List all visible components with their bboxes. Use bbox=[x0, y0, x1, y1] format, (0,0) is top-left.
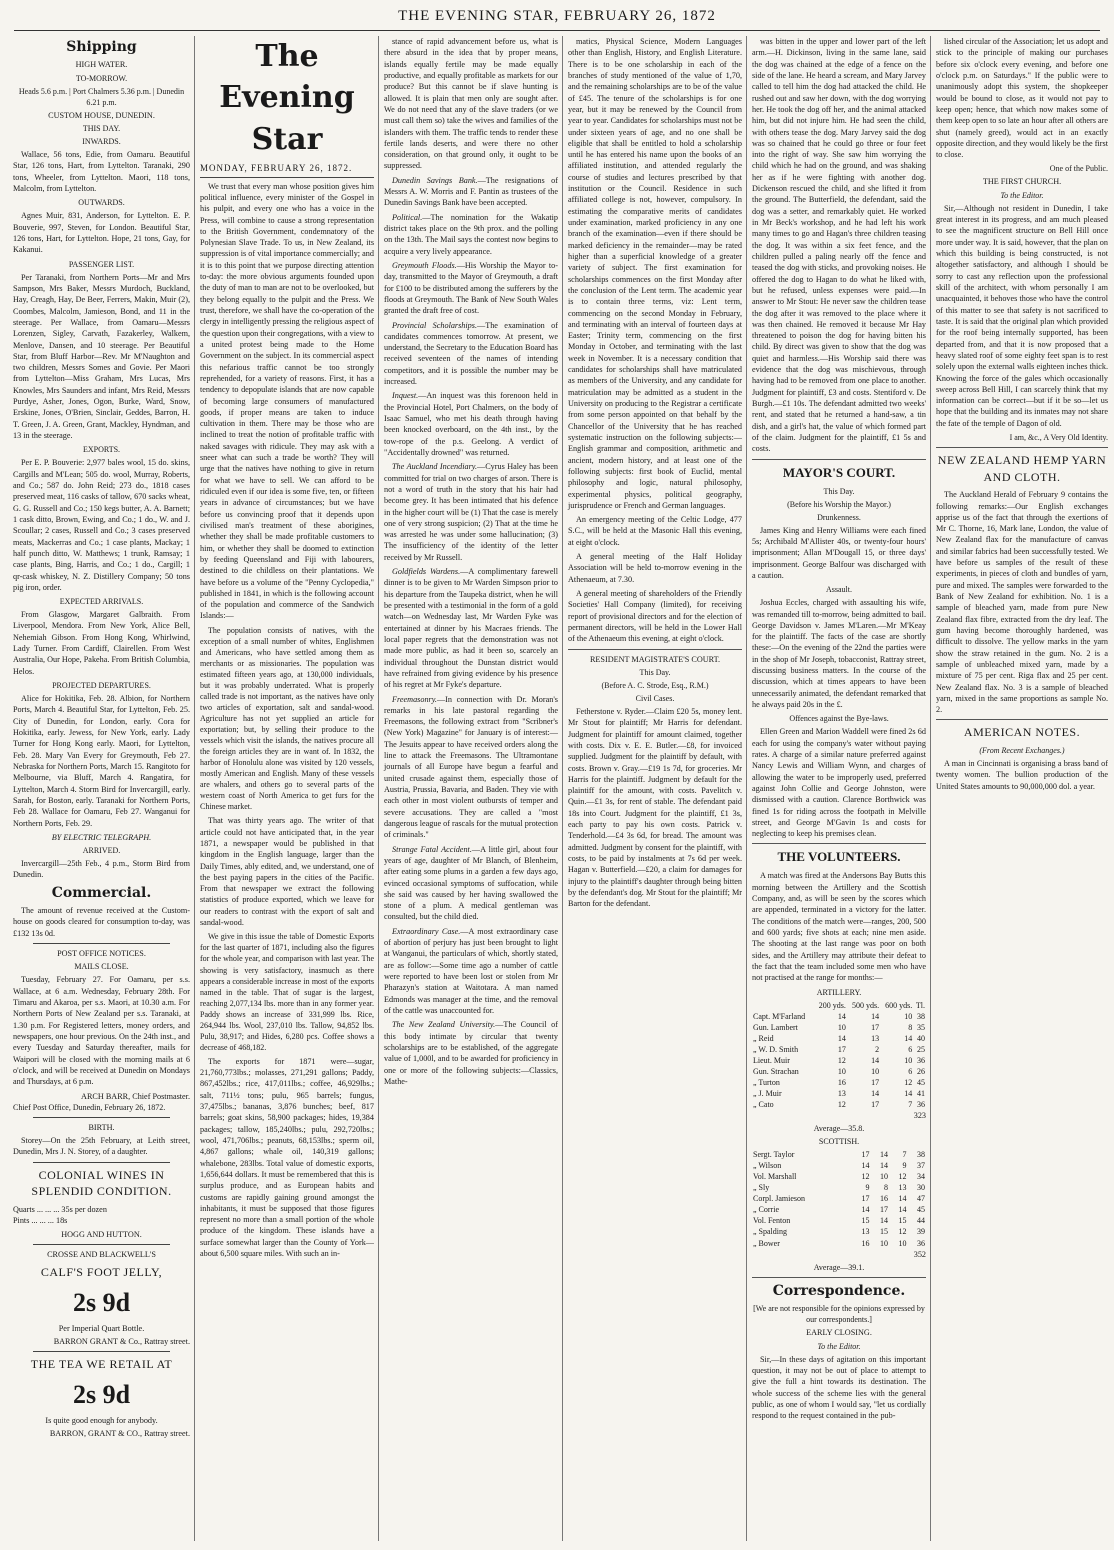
score-row bbox=[752, 1171, 926, 1182]
score-row bbox=[752, 1033, 926, 1044]
score-value: 30 bbox=[917, 1183, 925, 1193]
correspondence-heading: Correspondence. bbox=[772, 1282, 906, 1299]
post-signature: ARCH BARR, Chief Postmaster. bbox=[81, 1091, 190, 1101]
score-value: 13 bbox=[861, 1227, 870, 1237]
item-text: A complimentary farewell dinner is to be given to Mr Warden Simpson prior to his departure from the Taupeka district, when he will be presented with a testimonial in the form of a gold watch—on Wednesday last, Mr Warden Fyke was entertained at dinner by his Macraes friends. The local paper regrets that the demonstration was not made more public, as had it been so, scarcely an individual throughout the Dunstan district would have refrained from giving evidence by his presence of his regret at Mr Fyke's departure. bbox=[384, 567, 559, 690]
score-value: 2 bbox=[875, 1044, 880, 1054]
mayor-court-day: This Day. bbox=[823, 486, 855, 496]
score-value: 36 bbox=[917, 1238, 925, 1248]
score-row bbox=[752, 1238, 926, 1249]
score-name: „ Corrie bbox=[753, 1205, 779, 1215]
tea-seller: BARRON, GRANT & CO., Rattray street. bbox=[49, 1428, 190, 1438]
item-text: The examination of candidates commences tomorrow. At present, we understand, the Secretary to the Education Board has received seventeen of the names of intending competitors, and it is possible the number may be increased. bbox=[384, 320, 558, 387]
score-value: 6 bbox=[908, 1066, 913, 1076]
score-name: Capt. M'Farland bbox=[753, 1011, 806, 1021]
score-value: 10 bbox=[904, 1055, 913, 1065]
score-value: 14 bbox=[837, 1033, 846, 1043]
divider bbox=[936, 447, 1108, 448]
score-value: 17 bbox=[871, 1077, 880, 1087]
artillery-scores-table bbox=[752, 1000, 926, 1110]
score-name: „ J. Muir bbox=[753, 1088, 782, 1098]
column-divider bbox=[562, 36, 563, 1541]
score-value: 34 bbox=[917, 1172, 925, 1182]
leader-quote: We give in this issue the table of Domestic Exports for the last quarter of 1871, including also the figures for the whole year, and comparison with last year. The showing is very satisfactory, inasmuch as there appears a considerable increase in most of the exports named in the table. That of sugar is the largest, reaching 2,077,134 lbs. more than in any former year. Paddy shows an increase of 331,999 lbs. Rice, 264,944 lbs. Wool, 237,010 lbs. Tallow, 94,852 lbs. Pulu, 38,917; and Hides, 6,280 pcs. Coffee shows a decrease of 468,182. bbox=[200, 932, 374, 1052]
expected-text: From Glasgow, Margaret Galbraith. From Liverpool, Mendora. From New York, Alice Bell, Nehemiah Gibson. From Hong Kong, Whirlwind, Lady Turner. From Cardiff, Clairellen. From West Australia, Our Hope, Pakeha. From British Columbia, Helos. bbox=[13, 610, 190, 676]
early-closing-text: Sir,—In these days of agitation on this important question, it may not be out of place to attempt to give the full a hint towards its destination. The whole success of the scheme lies with the general public, as one of whom I would say, "let us cordially respond to the request contained in the pub- bbox=[752, 1354, 926, 1421]
score-value: 17 bbox=[861, 1194, 870, 1204]
jelly-ad-title: CALF'S FOOT JELLY, bbox=[40, 1265, 163, 1280]
score-value: 15 bbox=[861, 1216, 870, 1226]
score-value: 10 bbox=[898, 1238, 907, 1248]
customs-heading: CUSTOM HOUSE, DUNEDIN. bbox=[48, 110, 155, 120]
score-name: „ Cato bbox=[753, 1099, 774, 1109]
wines-seller: HOGG AND HUTTON. bbox=[61, 1229, 142, 1239]
high-water-heading: HIGH WATER. bbox=[75, 60, 128, 70]
to-editor-label: To the Editor. bbox=[817, 1341, 861, 1351]
item-heading: Dunedin Savings Bank. bbox=[392, 175, 478, 185]
drunkenness-text: James King and Henry Williams were each fined 5s; Archibald M'Allister 40s, or twenty-four hours' imprisonment; Allan M'Dougall 15, or three days' imprisonment. George Balfour was discharged with a caution. bbox=[752, 525, 926, 580]
jelly-per-bottle: Per Imperial Quart Bottle. bbox=[58, 1323, 145, 1333]
page-header: THE EVENING STAR, FEBRUARY 26, 1872 bbox=[398, 8, 716, 24]
score-row bbox=[752, 1182, 926, 1193]
score-name: „ Bower bbox=[753, 1238, 780, 1248]
score-name: „ Turton bbox=[753, 1077, 780, 1087]
score-value: 38 bbox=[917, 1150, 925, 1160]
item-text: The Council of this body intimate by circular that twenty scholarships are to be established, of the aggregate value of 1,000l, and to be awarded for proficiency in one or more of the following subjects:—Classics, Mathe- bbox=[384, 1020, 559, 1086]
score-value: 14 bbox=[837, 1011, 846, 1021]
divider bbox=[936, 719, 1108, 720]
score-row bbox=[752, 1055, 926, 1066]
first-church-text: Sir,—Although not resident in Dunedin, I take great interest in its progress, and am much pleased to see the magnificent structure on Bell Hill once more under way. It is said, however, that the plan on which this building is being constructed, is not altogether satisfactory, and although I should be sorry to cast any reflection upon the professional skill of the architect, with whom personally I am unacquainted, it behoves those who have the control of this matter to see that safety is not sacrificed to taste. It is said that the original plan which provided for the roof being internally supported, has been departed from, and that it is now proposed that a heavy slated roof of some eighty feet span is to rest solely upon the external walls eighteen inches thick. Knowing the force of the gales which occasionally sweep across Bell Hill, I can scarcely think that my information can be correct—but if it be so—let us hope that the building and its inmates may not share the fate of the temple of Dagon of old. bbox=[936, 203, 1108, 428]
leader-paragraph: The exports for 1871 were—sugar, 21,760,773lbs.; molasses, 271,291 gallons; Paddy, 867,452lbs.; rice, 417,011lbs.; coffee, 46,929lbs.; salt, 711½ tons; pulu, 965 barrels; fungus, 37,475lbs.; bananas, 3,876 bunches; beef, 817 barrels; goat skins, 58,900 packages; hides, 19,384 packages; tallow, 185,240lbs.; pulu, 292,720lbs.; wool, 471,706lbs.; peanuts, 68,153lbs.; sperm oil, 4,867 gallons; whale oil, 140,319 gallons; whalebone, 283lbs. Total value of domestic exports, 1,656,644 dollars. It must be remembered that this is surplus produce, and as European habits and customs are rapidly gaining ground amongst the inhabitants, it must be supposed that those figures represent no more than a small portion of the whole produce of the kingdom. These islands have a surface somewhat larger than the County of York—about 6,500 square miles. With such an in- bbox=[200, 1056, 374, 1259]
score-value: 25 bbox=[917, 1044, 925, 1054]
divider bbox=[752, 843, 926, 844]
leader-quote: The population consists of natives, with the exception of a small number of whites, Englishmen and Americans, who have settled among them as merchants or as missionaries. The population was estimated fifteen years ago, at 130,000 individuals, but it was probably underrated. What is properly called trade is not important, as the natives have only two articles of exportation, salt and sandal-wood. Agriculture has not yet supplied an article for exportation; but, by selling their produce to the vessels which visit the islands, the natives procure all the foreign articles they are in want of. In 1832, the harbor of Honolulu alone was visited by 120 vessels, mostly American and English. Many of these vessels are whalers, and others go to several parts of the western coast of North America to get furs for the Chinese market. bbox=[200, 625, 374, 812]
score-row bbox=[752, 1204, 926, 1215]
item-text: Cyrus Haley has been committed for trial on two charges of arson. There is not a word of truth in the story that his hair had become grey. It has been intimated that his defence in the higher court will be (1) That the case is merely one of very strong suspicion; (2) That at the time he was arrested he was under some hallucination; (3) The insufficiency of the identity of the letter received by Mr Russell. bbox=[384, 462, 558, 562]
mails-heading: MAILS CLOSE. bbox=[74, 962, 129, 972]
notice-text: An emergency meeting of the Celtic Lodge, 477 S.C., will be held at the Masonic Hall this evening, at eight o'clock. bbox=[568, 515, 742, 547]
divider bbox=[33, 1162, 170, 1163]
divider bbox=[33, 1117, 170, 1118]
item-text: In connection with Dr. Moran's remarks in his late pastoral regarding the Freemasons, the following extract from "Scribner's (New York) Magazine" for January is of interest:—The Jesuits appear to have received orders along the line to attack the Freemasons. The Ultramontane journals of all Europe have begun a fearful and united crusade against them, especially those of Austria, Prussia, Bavaria, and Baden. They vie with each other in most violent outbursts of temper and severe accusations. They are called a "most dangerous league of rascals for the mutual protection of criminals." bbox=[384, 694, 558, 840]
item-heading: Greymouth Floods. bbox=[392, 260, 457, 270]
score-value: 12 bbox=[898, 1172, 907, 1182]
early-closing-heading: EARLY CLOSING. bbox=[806, 1328, 872, 1338]
jelly-price: 2s 9d bbox=[72, 1287, 131, 1317]
score-header-row bbox=[752, 1000, 926, 1011]
item-text: The nomination for the Wakatip district takes place on the 9th prox. and the polling on the 13th. The Mail says the contest now begins to acquire a very lively appearance. bbox=[384, 212, 558, 256]
exports-heading: EXPORTS. bbox=[82, 445, 121, 455]
correspondence-note: [We are not responsible for the opinions expressed by our correspondents.] bbox=[753, 1304, 925, 1325]
tomorrow-label: TO-MORROW. bbox=[75, 73, 128, 83]
item-text: The resignations of Messrs A. W. Morris and F. Pantin as trustees of the Dunedin Savings Bank have been accepted. bbox=[384, 175, 558, 208]
scottish-scores-table bbox=[752, 1149, 926, 1248]
column-1 bbox=[10, 36, 193, 1541]
score-name bbox=[752, 1000, 814, 1011]
projected-heading: PROJECTED DEPARTURES. bbox=[52, 681, 151, 691]
score-name: Gun. Strachan bbox=[753, 1066, 799, 1076]
score-name: „ Wilson bbox=[753, 1161, 782, 1171]
edition-date: MONDAY, FEBRUARY 26, 1872. bbox=[200, 162, 374, 177]
hemp-heading: NEW ZEALAND HEMP YARN AND CLOTH. bbox=[937, 453, 1107, 484]
score-value: Tl. bbox=[915, 1000, 925, 1010]
column-divider bbox=[378, 36, 379, 1541]
masthead: The Evening Star bbox=[219, 39, 355, 157]
score-value: 14 bbox=[861, 1205, 870, 1215]
wines-pints: Pints ... ... ... 18s bbox=[13, 1216, 68, 1226]
item-heading: The Auckland Incendiary. bbox=[392, 462, 477, 472]
score-row bbox=[752, 1099, 926, 1110]
item-heading: Strange Fatal Accident. bbox=[392, 844, 472, 854]
score-value: 36 bbox=[917, 1099, 925, 1109]
shipping-heading: Shipping bbox=[66, 39, 137, 55]
score-value: 41 bbox=[917, 1088, 925, 1098]
court-continued: was bitten in the upper and lower part of the left arm.—H. Dickinson, living in the same lane, said the dog was chained at the edge of a fence on the side of the lane. He heard a scream, and Mary Jarvey called to tell him the dog had attacked the child. He rushed out and saw her down, with the dog worrying her. He took the dog off her, and the animal attacked him, but did not injure him. He had seen the child, with others tease the dog. Mary Jarvey said the dog was so chained that he could go three or four feet into the right of way. She saw him worrying the child which he had on the ground, and was shaking her as if he were fighting with another dog. Dickenson rescued the child, and she lifted it from the ground. The Butterfield, the defendant, said the dog was a setter, and remarkably quiet. He worked in Mr Beck's workshop, and he had left his work many times to go and Hagan's three children teasing the dog. It was within a six feet fence, and the children pulled a paling nearly off the fence and teased the dog with sticks, and provoking noises. He offered the dog to Hagan to do what he liked with, but he refused, unless expenses were paid.—In answer to Mr Stout: He never saw the children tease the dog after it was removed to the place where it was then chained. He removed it because Mr Hay threatened to poison the dog for having bitten his child. By direct was given to show that the dog was quiet and harmless.—His Worship said there was evidence that the dog was mischievous, through having had to be removed from one place to another. Judgment for plaintiff, £3 and costs. Stentiford v. De Burgh.—£1 10s. The defendant admitted two weeks' rent, and stated that he returned a hand-saw, a tin dish, and a girl's hat, the value of which formed part of the claim. Judgment for the plaintiff, £1 5s and costs. bbox=[752, 37, 926, 454]
artillery-average: Average—35.8. bbox=[813, 1124, 865, 1134]
score-value: 14 bbox=[871, 1055, 880, 1065]
court-day: This Day. bbox=[639, 667, 671, 677]
score-value: 10 bbox=[879, 1238, 888, 1248]
first-church-heading: THE FIRST CHURCH. bbox=[982, 177, 1062, 187]
tide-times: Heads 5.6 p.m. | Port Chalmers 5.36 p.m. | Dunedin 6.21 p.m. bbox=[18, 86, 185, 107]
column-3: stance of rapid advancement before us, what is there absurd in the idea that by proper means, islands equally fertile may be made equally productive, and equally profitable as markets for our produce? But this cannot be if slave hunting is allowed. It is plain that men only are sought after. We do not need that any of the slave traders (or we must call them so) take the wives and families of the islanders with them. The traffic tends to render these fertile lands deserts, and were there no other consideration, on that ground only, it ought to be suppressed. Dunedin Savings Bank.—The resignations of Messrs A. W. Morris and F. Pantin as trustees of the Dunedin Savings Bank have been accepted. Political.—The nomination for the Wakatip district takes place on the 9th prox. and the polling on the 13th. The Mail says the contest now begins to acquire a very lively appearance. Greymouth Floods.—His Worship the Mayor to-day, transmitted to the Mayor of Greymouth, a draft for £100 to be distributed among the sufferers by the floods at Greymouth. The Bank of New South Wales granted the draft free of cost. Provincial Scholarships.—The examination of candidates commences tomorrow. At present, we understand, the Secretary to the Education Board has received seventeen of the names of intending competitors, and it is possible the number may be increased. Inquest.—An inquest was this forenoon held in the Provincial Hotel, Port Chalmers, on the body of Isaac Samuel, who met his death through having been knocked overboard, on the 4th inst., by the tow-rope of the p.s. Geelong. A verdict of "Accidentally drowned" was returned. The Auckland Incendiary.—Cyrus Haley has been committed for trial on two charges of arson. There is not a word of truth in the story that his hair had become grey. It has been intimated that his defence in the higher court will be (1) That the case is merely one of very strong suspicion; (2) That at the time he was arrested he was under some hallucination; (3) The insufficiency of the identity of the letter received by Mr Russell. Goldfields Wardens.—A complimentary farewell dinner is to be given to Mr Warden Simpson prior to his departure from the Taupeka district, when he will be presented with a testimonial in the form of a gold watch—on Wednesday last, Mr Warden Fyke was entertained at dinner by his Macraes friends. The local paper regrets that the demonstration was not made more public, as had it been so, scarcely an individual throughout the Dunstan district would have refrained from giving evidence by his presence of his regret at Mr Fyke's departure. Freemasonry.—In connection with Dr. Moran's remarks in his late pastoral regarding the Freemasons, the following extract from "Scribner's (New York) Magazine" for January is of interest:—The Jesuits appear to have received orders along the line to attack the Freemasons. The Ultramontane journals of all Europe have begun a fearful and united crusade against them, especially those of Austria, Prussia, Bavaria, and Baden. They vie with each other in most violent outbursts of temper and severe accusations. They are called a "most dangerous league of rascals for the mutual protection of criminals." Strange Fatal Accident.—A little girl, about four years of age, daughter of Mr Blanch, of Blenheim, after eating some plums in a garden a few days ago, evinced occasional symptoms of suffocation, while she said was caused by her having swallowed the stone of a plum. A medical gentleman was consulted, but the child died. Extraordinary Case.—A most extraordinary case of abortion of perjury has just been brought to light at Wanganui, the particulars of which, shortly stated, are as follow:—Some time ago a number of cattle were reported to have been lost or stolen from Mr Pharazyn's station at Waitotara. A man named Edmonds was manager at the time, and the removal of the cattle was unaccounted for. The New Zealand University.—The Council of this body intimate by circular that twenty scholarships are to be established, of the aggregate value of 1,000l, and to be awarded for proficiency in one or more of the following subjects:—Classics, Mathe- bbox=[384, 37, 559, 1086]
item-heading: Goldfields Wardens. bbox=[392, 567, 461, 577]
score-value: 38 bbox=[917, 1011, 925, 1021]
score-value: 10 bbox=[904, 1011, 913, 1021]
civil-cases-heading: Civil Cases. bbox=[635, 693, 675, 703]
birth-heading: BIRTH. bbox=[88, 1122, 115, 1132]
leader-paragraph: We trust that every man whose position gives him political influence, every minister of the Gospel in his pulpit, and every one who has a voice in the Press, will combine to cause a strong representation to the British Government, condemnatory of the Polynesian Slave Trade. To us, in New Zealand, its suppression is of vital importance commercially; and it is to this point that we purpose directing attention to-day: the more obvious arguments founded upon the duty of man to man are not to be overlooked, but they belong equally to the pulpit and the Press. We trust, therefore, we shall have the co-operation of the clergy in intelligently pressing the religious aspect of the question upon their congregations, with a view to a united protest being made to the Home Government on the subject. In its commercial aspect this nefarious traffic cannot be too strongly reprehended, for a variety of reasons. First, it has a tendency to depopulate islands that are now capable of becoming large consumers of manufactured goods, if proper means are taken to induce cultivation in them. There may be those who are inclined to treat the notion of profitable traffic with naked savages with ridicule. They may ask with a sneer what can such a trade be worth? They will urge that the natives have nothing to give in return for what we have to sell. We can afford to be ridiculed even if our idea is some five, ten, or fifteen years in advance of circumstances; but we have before us convincing proof that it depends upon civilised man's treatment of these aborigines, whether they shall be made profitable customers to him, or whether they shall be doomed to extinction by feeding Queensland and Fiji with labourers, destined to die childless on their plantations. We have before us a volume of the "Penny Cyclopedia," published in 1841, in which is the following account of the population and commerce of the Sandwich Islands:— bbox=[200, 181, 374, 621]
jelly-seller: BARRON GRANT & Co., Rattray street. bbox=[53, 1336, 190, 1346]
notice-text: A general meeting of shareholders of the Friendly Societies' Hall Company (limited), for receiving report of provisional directors and for the election of permanent directors, will be held in the Lower Hall of the Athenaeum this evening, at eight o'clock. bbox=[568, 589, 742, 644]
tea-ad-title: THE TEA WE RETAIL AT bbox=[30, 1357, 173, 1372]
score-row bbox=[752, 1011, 926, 1022]
score-value: 17 bbox=[861, 1150, 870, 1160]
score-row bbox=[752, 1193, 926, 1204]
commercial-heading: Commercial. bbox=[51, 884, 152, 901]
score-value: 14 bbox=[898, 1194, 907, 1204]
score-row bbox=[752, 1088, 926, 1099]
assault-heading: Assault. bbox=[826, 585, 852, 595]
letter-continued: lished circular of the Association; let us adopt and stick to the principle of making our purchases before six o'clock every evening, and before one o'clock p.m. on Saturdays." If the public were to unanimously adopt this system, the shopkeeper would be bound to close, as it would not pay to keep open; hence, that which now makes some of them keep open to so late an hour after all others are shut (namely greed), would act in an exactly opposite direction, and they would likely be the first to close. bbox=[936, 37, 1108, 160]
item-heading: Extraordinary Case. bbox=[392, 926, 461, 936]
score-value: 12 bbox=[837, 1099, 846, 1109]
mayor-court-heading: MAYOR'S COURT. bbox=[782, 464, 896, 480]
column-6 bbox=[933, 36, 1111, 1541]
passenger-heading: PASSENGER LIST. bbox=[68, 259, 135, 269]
artillery-total: 323 bbox=[913, 1110, 926, 1120]
score-value: 35 bbox=[917, 1022, 925, 1032]
to-editor-label: To the Editor. bbox=[1000, 190, 1044, 200]
score-name: Gun. Lambert bbox=[753, 1022, 798, 1032]
artillery-heading: ARTILLERY. bbox=[816, 987, 862, 997]
score-value: 8 bbox=[883, 1183, 888, 1193]
passenger-text: Per Taranaki, from Northern Ports—Mr and Mrs Sampson, Mrs Baker, Messrs Murdoch, Buckland, Hay, Creagh, Hay, De Beer, Ferrers, Makin, Muir (2), Coombes, Malcolm, Jamieson, Bond, and 11 in the steerage. Per Wallace, from Oamaru—Messrs Lorenzen, Sigley, Carvath, Fazakerley, Walkem, Menlove, Dansen, and 10 steerage. Per Beautiful Star, from Bluff Harbor—Rev. Mr M'Naughton and two children, Messrs Somes and Govie. Per Maori from Lyttelton—Miss Graham, Mrs Lucas, Mrs Knowles, Mrs Saunders and infant, Mrs Reid, Messrs Purdye, Asher, Jones, Ogon, Burke, Ward, Snow, Erskine, Jones, O'Brien, Sinclair, Geddes, Barron, H. T. Green, J. A. Green, Grant, Mackley, Hyndman, and 13 in the steerage. bbox=[13, 272, 190, 441]
score-value: 36 bbox=[917, 1055, 925, 1065]
divider bbox=[752, 459, 926, 460]
score-value: 13 bbox=[871, 1033, 880, 1043]
projected-text: Alice for Hokitika, Feb. 28. Albion, for Northern Ports, March 4. Beautiful Star, for Lyttelton, Feb. 25. City of Dunedin, for London, early. Cora for Hokitika, early. Jewess, for New York, early. Lady Turner for Hong Kong early. Maori, for Lyttelton, Feb. 28. Mary Van Every for Greymouth, Feb 27. Nebraska for Northern Ports, March 15. Rangitoto for Melbourne, via Bluff, March 4. Rangatira, for Lyttelton, March 4. Storm Bird for Invercargill, early. Sarah, for Boston, early. Taranaki for Northern Ports, Feb 28. Wallace for Oamaru, Feb 27. Wanganui for Northern Ports, Feb. 29. bbox=[13, 694, 190, 828]
offences-text: Ellen Green and Marion Waddell were fined 2s 6d each for using the company's water without paying rates. A charge of a similar nature preferred against Nancy Lewis and William Wynn, and charges of allowing the water to be improperly used, preferred against John Collie and George Johnston, were dismissed with a caution. Clarence Borthwick was fined 1s for riding across the footpath in Melville street, and George M'Gavin 1s and costs for neglecting to keep his premises clean. bbox=[752, 727, 926, 839]
notice-text: A general meeting of the Half Holiday Association will be held to-morrow evening in the Athenaeum, at 7.30. bbox=[568, 552, 742, 584]
arrived-text: Invercargill—25th Feb., 4 p.m., Storm Bird from Dunedin. bbox=[13, 859, 190, 880]
wines-ad-title: COLONIAL WINES IN SPLENDID CONDITION. bbox=[31, 1167, 172, 1199]
leader-continued: stance of rapid advancement before us, what is there absurd in the idea that by proper means, islands equally fertile may be made equally productive, and equally profitable as markets for our produce? But this cannot be if slave hunting is allowed. It is plain that men only are sought after. We do not need that any of the slave traders (or we must call them so) take the wives and families of the islanders with them. The traffic tends to render these fertile lands deserts, and were there no other consideration, on that ground only, it ought to be suppressed. bbox=[384, 37, 558, 171]
court-heading: RESIDENT MAGISTRATE'S COURT. bbox=[589, 654, 721, 664]
score-value: 16 bbox=[861, 1238, 870, 1248]
item-text: A little girl, about four years of age, daughter of Mr Blanch, of Blenheim, after eating some plums in a garden a few days ago, evinced occasional symptoms of suffocation, while she said was caused by her having swallowed the stone of a plum. A medical gentleman was consulted, but the child died. bbox=[384, 844, 559, 922]
jelly-brand: CROSSE AND BLACKWELL'S bbox=[47, 1249, 156, 1259]
telegraph-heading: BY ELECTRIC TELEGRAPH. bbox=[51, 832, 152, 842]
scottish-heading: SCOTTISH. bbox=[818, 1137, 860, 1147]
score-value: 13 bbox=[837, 1088, 846, 1098]
score-value: 14 bbox=[871, 1088, 880, 1098]
score-value: 9 bbox=[865, 1183, 870, 1193]
score-value: 44 bbox=[917, 1216, 925, 1226]
score-value: 14 bbox=[904, 1033, 913, 1043]
score-value: 7 bbox=[908, 1099, 913, 1109]
score-name: Sergt. Taylor bbox=[753, 1150, 795, 1160]
score-value: 17 bbox=[837, 1044, 846, 1054]
score-value: 500 yds. bbox=[851, 1000, 880, 1010]
score-value: 6 bbox=[908, 1044, 913, 1054]
score-value: 10 bbox=[871, 1066, 880, 1076]
column-divider bbox=[930, 36, 931, 1541]
arrived-heading: ARRIVED. bbox=[82, 846, 121, 856]
score-value: 10 bbox=[837, 1066, 846, 1076]
score-value: 14 bbox=[879, 1150, 888, 1160]
scottish-average: Average—39.1. bbox=[813, 1262, 865, 1272]
offences-heading: Offences against the Bye-laws. bbox=[789, 714, 889, 724]
item-heading: Inquest. bbox=[392, 391, 419, 401]
score-name: „ Sly bbox=[753, 1183, 770, 1193]
score-value: 14 bbox=[861, 1161, 870, 1171]
score-value: 12 bbox=[837, 1055, 846, 1065]
score-value: 14 bbox=[879, 1161, 888, 1171]
score-value: 15 bbox=[879, 1227, 888, 1237]
assault-text: Joshua Eccles, charged with assaulting his wife, was remanded till to-morrow, being admitted to bail. George Davidson v. James M'Laren.—Mr M'Keay for the plaintiff. The facts of the case are shortly these:—On the evening of the 22nd the parties were in the shop of Mr Joseph, tobacconist, Rattray street, discussing business matters. In the course of the discussion, which at times appears to have been unnecessarily animated, the defendant remarked that he always paid 20s in the £. bbox=[752, 598, 926, 709]
volunteers-heading: THE VOLUNTEERS. bbox=[777, 849, 901, 865]
score-value: 17 bbox=[871, 1022, 880, 1032]
article-continued: matics, Physical Science, Modern Languages other than English, History, and English Literature. There is to be one scholarship in each of the branches of study mentioned of the value of 1,70, and the remaining scholarships are to be of the value of £45. The tenure of the scholarships is for one year, but it may be renewed by the Council from year to year. Candidates for scholarships must not be under sixteen years of age, and no one shall be eligible that shall be entitled to hold a scholarship until he has entered his name upon the books of an affiliated institution, and attended regularly the course of studies and lectures prescribed by that institution or the Council. Residence in such affiliated college is not, however, compulsory. In estimating the comparative merits of candidates under examination, marked proficiency in any one branch of the examination—even if there should be marked deficiency in the remainder—may be rated higher than a superficial knowledge of a greater variety of subject. The first examination for scholarships commences on the first Monday after the conclusion of the Lent term. The academic year is to contain three terms, viz: Lent term, commencing on the second Monday in February, and terminating with an interval of fourteen days at Easter; Trinity term, commencing on the first Monday in October, and terminating with the last week in November. It is a necessary condition that candidates for scholarships shall have matriculated as members of the University, and any candidate for matriculation may be admitted as a student in the University on producing to the Registrar a certificate from some person appointed on that behalf by the Chancellor of the University that he has reached systematic instruction on the following subjects:—English grammar and composition, arithmetic and ancient, modern history, and at least one of the following subjects: first book of Euclid, mental philosophy and logic, natural philosophy, experimental physics, political geography, jurisprudence or French and German languages. bbox=[568, 37, 742, 510]
tea-text: Is quite good enough for anybody. bbox=[45, 1415, 158, 1425]
column-2 bbox=[197, 36, 377, 1541]
score-value: 10 bbox=[837, 1022, 846, 1032]
score-value: 600 yds. bbox=[885, 1000, 913, 1010]
volunteers-text: A match was fired at the Andersons Bay Butts this morning between the Artillery and the Scottish Company, and, as will be seen by the scores which are appended, terminated in a victory for the latter. The conditions of the match were—ranges, 200, 500 and 600 yards; five shots at each; nine men aside. The shooting at the last range was poor on both sides, and the Artillery may attribute their defeat to the fact that the team included some men who have not practised at the range for months:— bbox=[752, 871, 926, 983]
item-heading: The New Zealand University. bbox=[392, 1020, 496, 1030]
score-row bbox=[752, 1226, 926, 1237]
score-value: 37 bbox=[917, 1161, 925, 1171]
score-value: 14 bbox=[871, 1011, 880, 1021]
court-text: Fetherstone v. Ryder.—Claim £20 5s, money lent. Mr Stout for plaintiff; Mr Harris for defendant. Judgment for plaintiff for amount claimed, together with costs. Dix v. E. E. Butler.—£8, for invoiced supplied. Judgment for the plaintiff by default, with costs. Brown v. Gray.—£19 1s 7d, for groceries. Mr Harris for the plaintiff. Judgment by default for the plaintiff for the amount, with costs. Pavelitch v. Quin.—£1 3s, for rent of stable. The defendant paid 18s into Court. Judgment for the plaintiff, £1 3s, each party to pay his own costs. Patrick v. Tenderhold.—£4 3s 6d, for bread. The amount was admitted. Judgment by consent for the plaintiff, with costs, to be paid by instalments at 7s 6d per week. Hagan v. Butterfield.—£20, a claim for damages for injury to the plaintiff's daughter through being bitten by the defendant's dog. Mr Stout for the plaintiff; Mr Barton for the defendant. bbox=[568, 706, 742, 909]
score-value: 45 bbox=[917, 1077, 925, 1087]
item-heading: Freemasonry. bbox=[392, 694, 437, 704]
item-text: A most extraordinary case of abortion of perjury has just been brought to light at Wanganui, the particulars of which, shortly stated, are as follow:—Some time ago a number of cattle were reported to have been lost or stolen from Mr Pharazyn's station at Waitotara. A man named Edmonds was manager at the time, and the removal of the cattle was unaccounted for. bbox=[384, 926, 558, 1015]
score-value: 47 bbox=[917, 1194, 925, 1204]
mayor-court-before: (Before his Worship the Mayor.) bbox=[787, 499, 891, 509]
letter-signature: I am, &c., A Very Old Identity. bbox=[1009, 433, 1108, 443]
hemp-text: The Auckland Herald of February 9 contains the following remarks:—Our English exchanges apprise us of the fact that through the exertions of Mr C. Thorne, 16, Mark lane, London, the value of New Zealand flax for the manufacture of canvas and similar fabrics had been successfully tested. We have before us samples of the result of these experiments, in pieces of cloth and bundles of yarn, pure and mixed. The samples were forwarded to the Bank of New Zealand for exhibition. No. 1 is a sample of bleached yarn, made from pure New Zealand flax fibre, extracted from the dry leaf. The gum having become thoroughly hardened, was difficult to dissolve. The yellow marks in the yarn show the straw retained in the gum. No. 2 is a sample of unbleached mixed yarn, made by a mixture of 75 per cent. Riga flax and 25 per cent. New Zealand flax. No. 3 is a sample of bleached yarn, mixed in the same proportions as sample No. 2. bbox=[936, 490, 1108, 715]
score-value: 200 yds. bbox=[818, 1000, 846, 1010]
column-5 bbox=[749, 36, 929, 1541]
score-name: „ W. D. Smith bbox=[753, 1044, 799, 1054]
score-row bbox=[752, 1066, 926, 1077]
inwards-text: Wallace, 56 tons, Edie, from Oamaru. Beautiful Star, 126 tons, Hart, from Lyttelton. Taranaki, 290 tons, Wheeler, from Lyttelton. Maori, 118 tons, Malcolm, from Lyttelton. bbox=[13, 150, 190, 194]
scottish-total: 352 bbox=[913, 1249, 926, 1259]
score-value: 45 bbox=[917, 1205, 925, 1215]
divider bbox=[33, 943, 170, 944]
score-row bbox=[752, 1077, 926, 1088]
american-notes-heading: AMERICAN NOTES. bbox=[963, 725, 1081, 740]
letter-signature: One of the Public. bbox=[1049, 164, 1108, 174]
divider bbox=[568, 649, 742, 650]
score-value: 40 bbox=[917, 1033, 925, 1043]
divider bbox=[752, 1277, 926, 1278]
score-value: 26 bbox=[917, 1066, 925, 1076]
item-heading: Provincial Scholarships. bbox=[392, 320, 477, 330]
this-day-label: THIS DAY. bbox=[82, 124, 121, 134]
item-text: His Worship the Mayor to-day, transmitted to the Mayor of Greymouth, a draft for £100 to be distributed among the sufferers by the floods at Greymouth. The Bank of New South Wales granted the draft free of cost. bbox=[384, 260, 558, 316]
american-notes-sub: (From Recent Exchanges.) bbox=[979, 745, 1065, 755]
score-row bbox=[752, 1022, 926, 1033]
outwards-heading: OUTWARDS. bbox=[78, 198, 125, 208]
score-value: 14 bbox=[904, 1088, 913, 1098]
leader-paragraph: That was thirty years ago. The writer of that article could not have anticipated that, in the year 1871, a newspaper would be published in that kingdom in the English language, larger than the Daily Times, ably edited, and, we understand, one of the best paying papers in the cities of the Pacific. From that newspaper we extract the following statistics of produce exported, which we leave for our readers to contrast with the export of salt and sandal-wood. bbox=[200, 816, 374, 928]
court-before: (Before A. C. Strode, Esq., R.M.) bbox=[601, 680, 709, 690]
score-name: Corpl. Jamieson bbox=[753, 1194, 805, 1204]
column-divider bbox=[746, 36, 747, 1541]
score-row bbox=[752, 1149, 926, 1160]
score-value: 8 bbox=[908, 1022, 913, 1032]
divider bbox=[33, 1351, 170, 1352]
exports-text: Per E. P. Bouverie: 2,977 bales wool, 15 do. skins, Cargills and M'Lean; 505 do. wool, Murray, Roberts, and Co.; 587 do. John Reid; 273 do., 1818 cases preserved meat, 116 casks of tallow, 670 sacks wheat, G. G. Russell and Co.; 150 kegs butter, A. A. Barnett; 1 cask ditto, Brown, Ewing, and Co.; 1 do., W. and J. Scoullar; 2 cases, Russell and Co.; 3 cases preserved meats, Mackerras and Co.; 1 case plants, Mackay; 1 half punch ditto, W. Matthews; 1 trunk, Ramsay; 1 case plants, Bing, Harris, and Co.; 1 do., Cargill; 1 qr-cask whiskey, N. Z. Distillery Company; 50 tons pig iron, order. bbox=[13, 458, 190, 592]
score-value: 12 bbox=[898, 1227, 907, 1237]
score-value: 16 bbox=[879, 1194, 888, 1204]
score-value: 39 bbox=[917, 1227, 925, 1237]
post-heading: POST OFFICE NOTICES. bbox=[57, 949, 146, 959]
post-text: Tuesday, February 27. For Oamaru, per s.s. Wallace, at 6 a.m. Wednesday, February 28th. For Timaru and Akaroa, per s.s. Maori, at 10.30 a.m. For Northern Ports of New Zealand per s.s. Taranaki, at 1.30 p.m. For Registered letters, money orders, and newspapers, one hour previous. On the 24th inst., and every Tuesday and Saturday thereafter, mails for Waipori will be closed with the morning mails at 6 o'clock, and will be received at Dunedin on Mondays and Thursdays, at 6 p.m. bbox=[13, 975, 190, 1087]
score-value: 14 bbox=[898, 1205, 907, 1215]
score-value: 14 bbox=[879, 1216, 888, 1226]
score-name: Vol. Fenton bbox=[753, 1216, 791, 1226]
score-name: Lieut. Muir bbox=[753, 1055, 790, 1065]
divider bbox=[33, 1244, 170, 1245]
column-4 bbox=[565, 36, 745, 1541]
score-value: 7 bbox=[902, 1150, 907, 1160]
score-value: 15 bbox=[898, 1216, 907, 1226]
score-row bbox=[752, 1044, 926, 1055]
column-divider bbox=[194, 36, 195, 1541]
header-rule bbox=[14, 30, 1100, 31]
score-value: 9 bbox=[902, 1161, 907, 1171]
score-row bbox=[752, 1160, 926, 1171]
score-name: „ Reid bbox=[753, 1033, 774, 1043]
drunkenness-heading: Drunkenness. bbox=[817, 512, 861, 522]
expected-heading: EXPECTED ARRIVALS. bbox=[59, 597, 144, 607]
score-value: 17 bbox=[879, 1205, 888, 1215]
score-value: 10 bbox=[879, 1172, 888, 1182]
item-heading: Political. bbox=[392, 212, 423, 222]
score-value: 13 bbox=[898, 1183, 907, 1193]
birth-text: Storey—On the 25th February, at Leith street, Dunedin, Mrs J. N. Storey, of a daughter. bbox=[13, 1136, 190, 1157]
inwards-heading: INWARDS. bbox=[82, 137, 121, 147]
score-row bbox=[752, 1215, 926, 1226]
wines-quarts: Quarts ... ... ... 35s per dozen bbox=[13, 1204, 107, 1214]
score-value: 16 bbox=[837, 1077, 846, 1087]
score-name: Vol. Marshall bbox=[753, 1172, 797, 1182]
outwards-text: Agnes Muir, 831, Anderson, for Lyttelton. E. P. Bouverie, 997, Steven, for London. Beautiful Star, 126 tons, Hart, for Lyttelton. Hope, 21 tons, Gay, for Kakanui. bbox=[13, 211, 190, 255]
commercial-text: The amount of revenue received at the Custom-house on goods cleared for consumption to-day, was £132 13s 0d. bbox=[13, 906, 190, 938]
tea-price: 2s 9d bbox=[72, 1379, 131, 1409]
score-value: 12 bbox=[861, 1172, 870, 1182]
item-text: An inquest was this forenoon held in the Provincial Hotel, Port Chalmers, on the body of Isaac Samuel, who met his death through having been knocked overboard, on the 4th inst., by the tow-rope of the p.s. Geelong. A verdict of "Accidentally drowned" was returned. bbox=[384, 391, 558, 457]
score-value: 12 bbox=[904, 1077, 913, 1087]
american-notes-text: A man in Cincinnati is organising a brass band of twenty women. The bullion production of the United States amounts to 90,000,000 dol. a year. bbox=[936, 759, 1108, 791]
score-value: 17 bbox=[871, 1099, 880, 1109]
score-name: „ Spalding bbox=[753, 1227, 787, 1237]
post-office-location: Chief Post Office, Dunedin, February 26, 1872. bbox=[13, 1102, 166, 1112]
